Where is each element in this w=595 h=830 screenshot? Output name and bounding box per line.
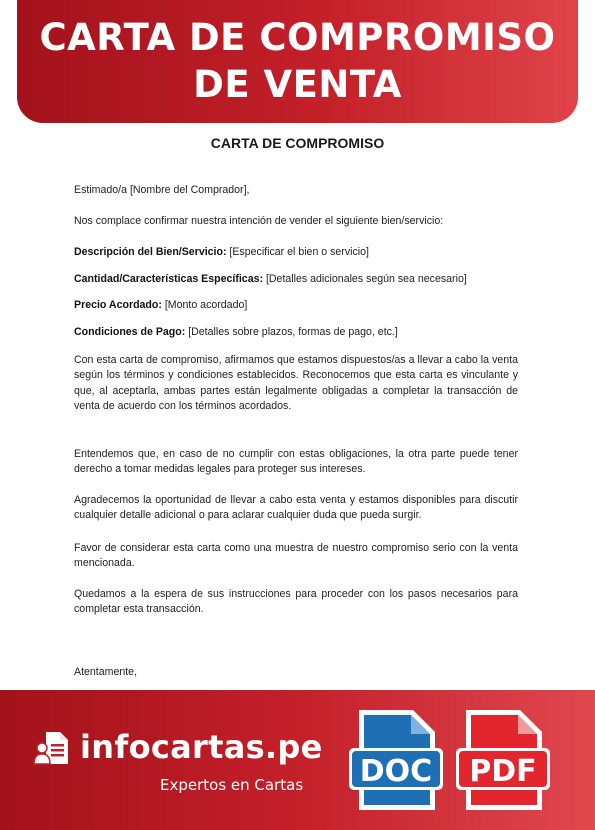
field-price (74, 298, 518, 313)
paragraph-obligations: Entendemos que, en caso de no cumplir con estas obligaciones, la otra parte puede tener derecho a tomar medidas legales para proteger sus intereses. (74, 448, 518, 476)
doc-file-icon[interactable] (347, 704, 445, 816)
banner-title-line1: CARTA DE COMPROMISO (39, 16, 556, 59)
field-label: Descripción del Bien/Servicio: (74, 246, 227, 258)
footer-bar (0, 690, 595, 830)
closing: Atentamente, (74, 666, 138, 678)
field-label: Precio Acordado: (74, 299, 162, 311)
pdf-badge-label: PDF (469, 754, 537, 789)
brand-tagline: Expertos en Cartas (160, 776, 304, 794)
field-quantity (74, 272, 518, 287)
banner-title-line2: DE VENTA (193, 63, 402, 106)
field-value: [Detalles adicionales según sea necesario] (263, 273, 467, 285)
field-value: [Monto acordado] (161, 299, 248, 311)
field-description (74, 245, 518, 260)
pdf-file-icon[interactable] (454, 704, 552, 816)
title-banner (17, 0, 578, 123)
doc-badge-label: DOC (359, 754, 433, 789)
document-user-icon (32, 728, 72, 768)
field-payment (74, 325, 518, 340)
field-label: Cantidad/Características Específicas: (74, 273, 264, 285)
document-title: CARTA DE COMPROMISO (210, 135, 385, 151)
greeting: Estimado/a [Nombre del Comprador], (74, 184, 250, 196)
field-value: [Detalles sobre plazos, formas de pago, etc.] (185, 326, 398, 338)
intro-paragraph: Nos complace confirmar nuestra intención de vender el siguiente bien/servicio: (74, 215, 444, 227)
paragraph-await: Quedamos a la espera de sus instrucciones para proceder con los pasos necesarios para completar esta transacción. (74, 588, 518, 616)
field-value: [Especificar el bien o servicio] (226, 246, 369, 258)
field-label: Condiciones de Pago: (74, 326, 186, 338)
brand-name[interactable]: infocartas.pe (80, 728, 323, 766)
paragraph-consider: Favor de considerar esta carta como una muestra de nuestro compromiso serio con la venta mencionada. (74, 542, 518, 570)
paragraph-commitment: Con esta carta de compromiso, afirmamos que estamos dispuestos/as a llevar a cabo la venta según los términos y condiciones establecidos. Reconocemos que esta carta es vinculante y que, al aceptarla, ambas partes están legalmente obligadas a completar la transacción de venta de acuerdo con los términos acordados. (74, 354, 518, 412)
paragraph-gratitude: Agradecemos la oportunidad de llevar a cabo esta venta y estamos disponibles para discutir cualquier detalle adicional o para aclarar cualquier duda que pueda surgir. (74, 494, 518, 522)
